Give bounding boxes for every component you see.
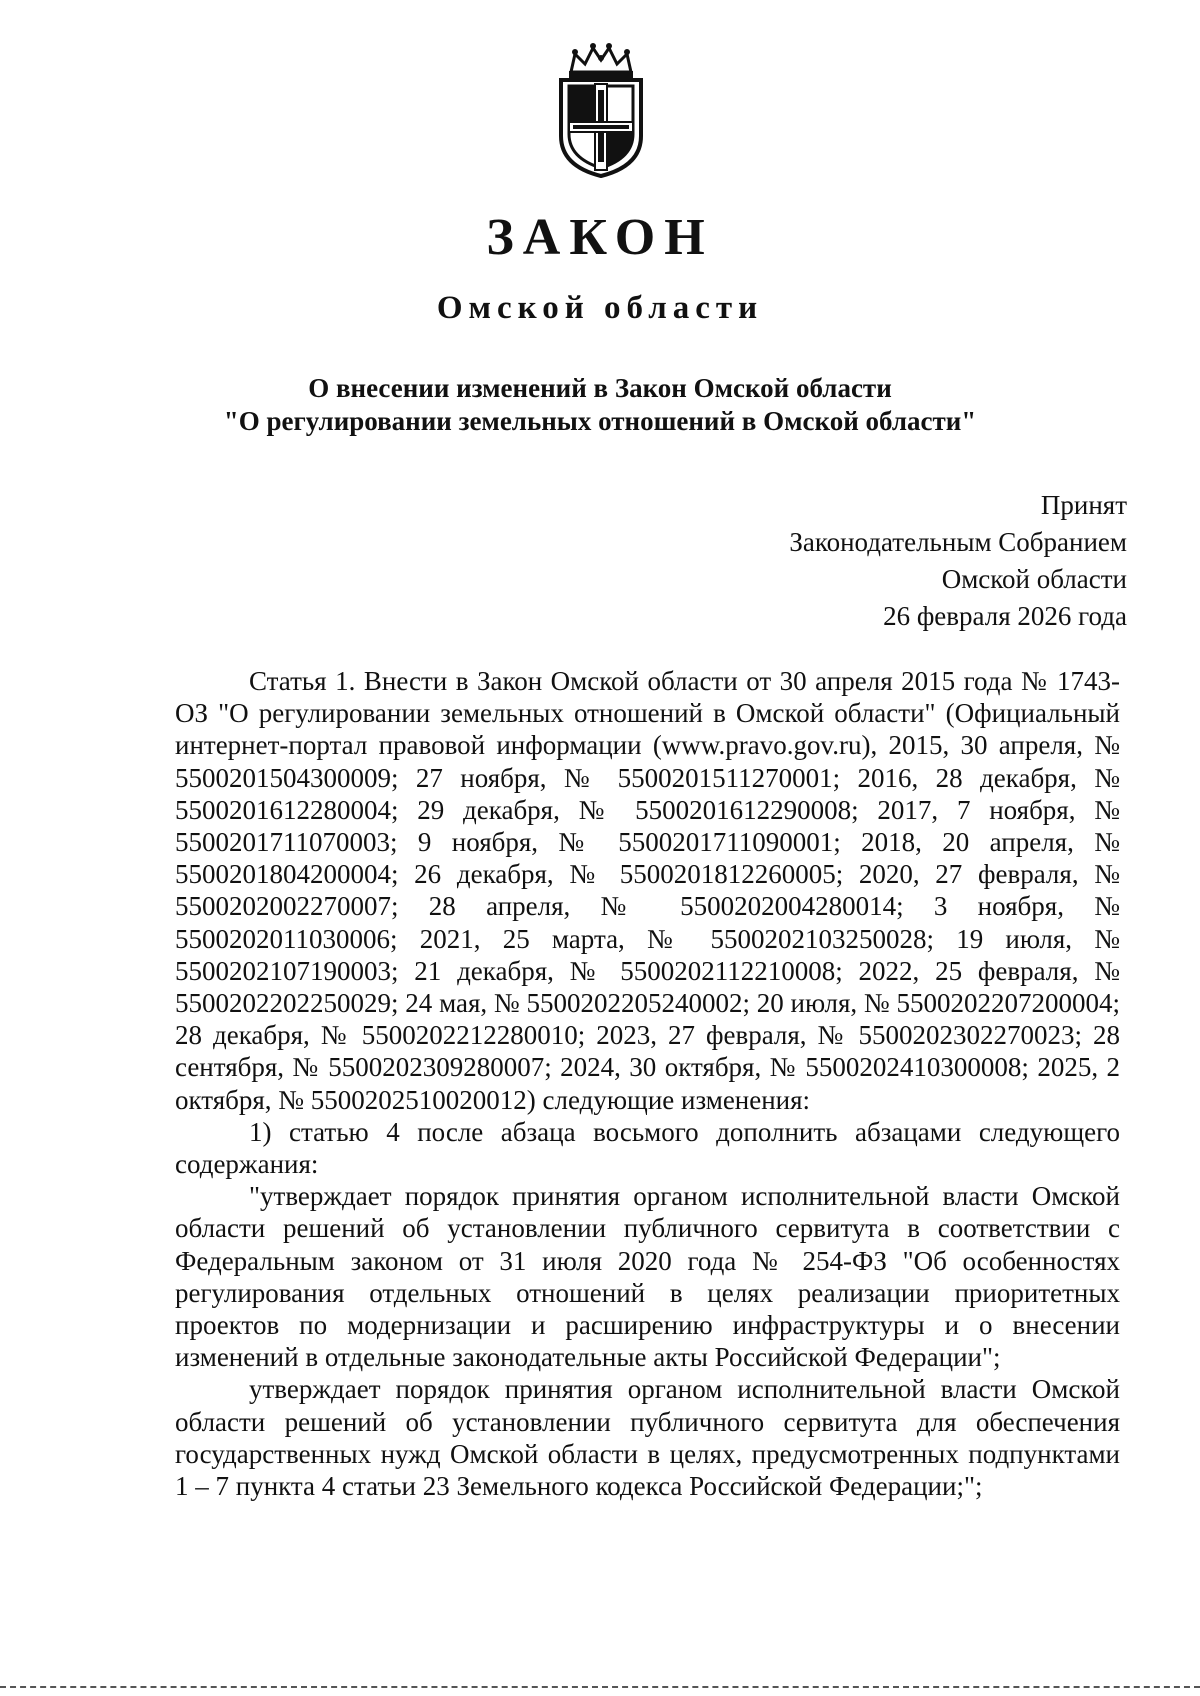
adoption-line: Омской области xyxy=(941,564,1127,594)
subject-line: "О регулировании земельных отношений в Омской области" xyxy=(223,406,977,436)
amendment-item-1: 1) статью 4 после абзаца восьмого дополнить абзацами следующего содержания: xyxy=(175,1116,1120,1180)
page-bottom-edge xyxy=(0,1686,1200,1688)
subject-line: О внесении изменений в Закон Омской области xyxy=(308,373,892,403)
amendment-text-paragraph: "утверждает порядок принятия органом исполнительной власти Омской области решений об установлении публичного сервитута в соответствии с Федеральным законом от 31 июля 2020 года № 254-ФЗ "Об особенностях регулирования отдельных отношений в целях реализации приоритетных проектов по модернизации и расширению инфраструктуры и о внесении изменений в отдельные законодательные акты Российской Федерации"; xyxy=(175,1181,1120,1373)
law-body xyxy=(175,665,1120,1502)
adoption-line: Принят xyxy=(1040,490,1127,520)
article-1-paragraph: Статья 1. Внести в Закон Омской области от 30 апреля 2015 года № 1743-ОЗ "О регулировании земельных отношений в Омской области" (Официальный интернет-портал правовой информации (www.pravo.gov.ru), 2015, 30 апреля, № 5500201504300009; 27 ноября, № 5500201511270001; 2016, 28 декабря, № 5500201612280004; 29 декабря, № 5500201612290008; 2017, 7 ноября, № 5500201711070003; 9 ноября, № 5500201711090001; 2018, 20 апреля, № 5500201804200004; 26 декабря, № 5500201812260005; 2020, 27 февраля, № 5500202002270007; 28 апреля, № 5500202004280014; 3 ноября, № 5500202011030006; 2021, 25 марта, № 5500202103250028; 19 июля, № 5500202107190003; 21 декабря, № 5500202112210008; 2022, 25 февраля, № 5500202202250029; 24 мая, № 5500202205240002; 20 июля, № 5500202207200004; 28 декабря, № 5500202212280010; 2023, 27 февраля, № 5500202302270023; 28 сентября, № 5500202309280007; 2024, 30 октября, № 5500202410300008; 2025, 2 октября, № 5500202510020012) следующие изменения: xyxy=(175,666,1120,1115)
law-region: Омской области xyxy=(436,290,764,326)
law-subject xyxy=(0,372,1200,438)
coat-of-arms-emblem xyxy=(555,40,647,180)
amendment-text-paragraph: утверждает порядок принятия органом исполнительной власти Омской области решений об установлении публичного сервитута для обеспечения государственных нужд Омской области в целях, предусмотренных подпунктами 1 – 7 пункта 4 статьи 23 Земельного кодекса Российской Федерации;"; xyxy=(175,1374,1120,1502)
adoption-date: 26 февраля 2026 года xyxy=(883,601,1127,631)
adoption-line: Законодательным Собранием xyxy=(789,527,1127,557)
law-title: ЗАКОН xyxy=(486,209,714,266)
adoption-block xyxy=(789,487,1127,635)
